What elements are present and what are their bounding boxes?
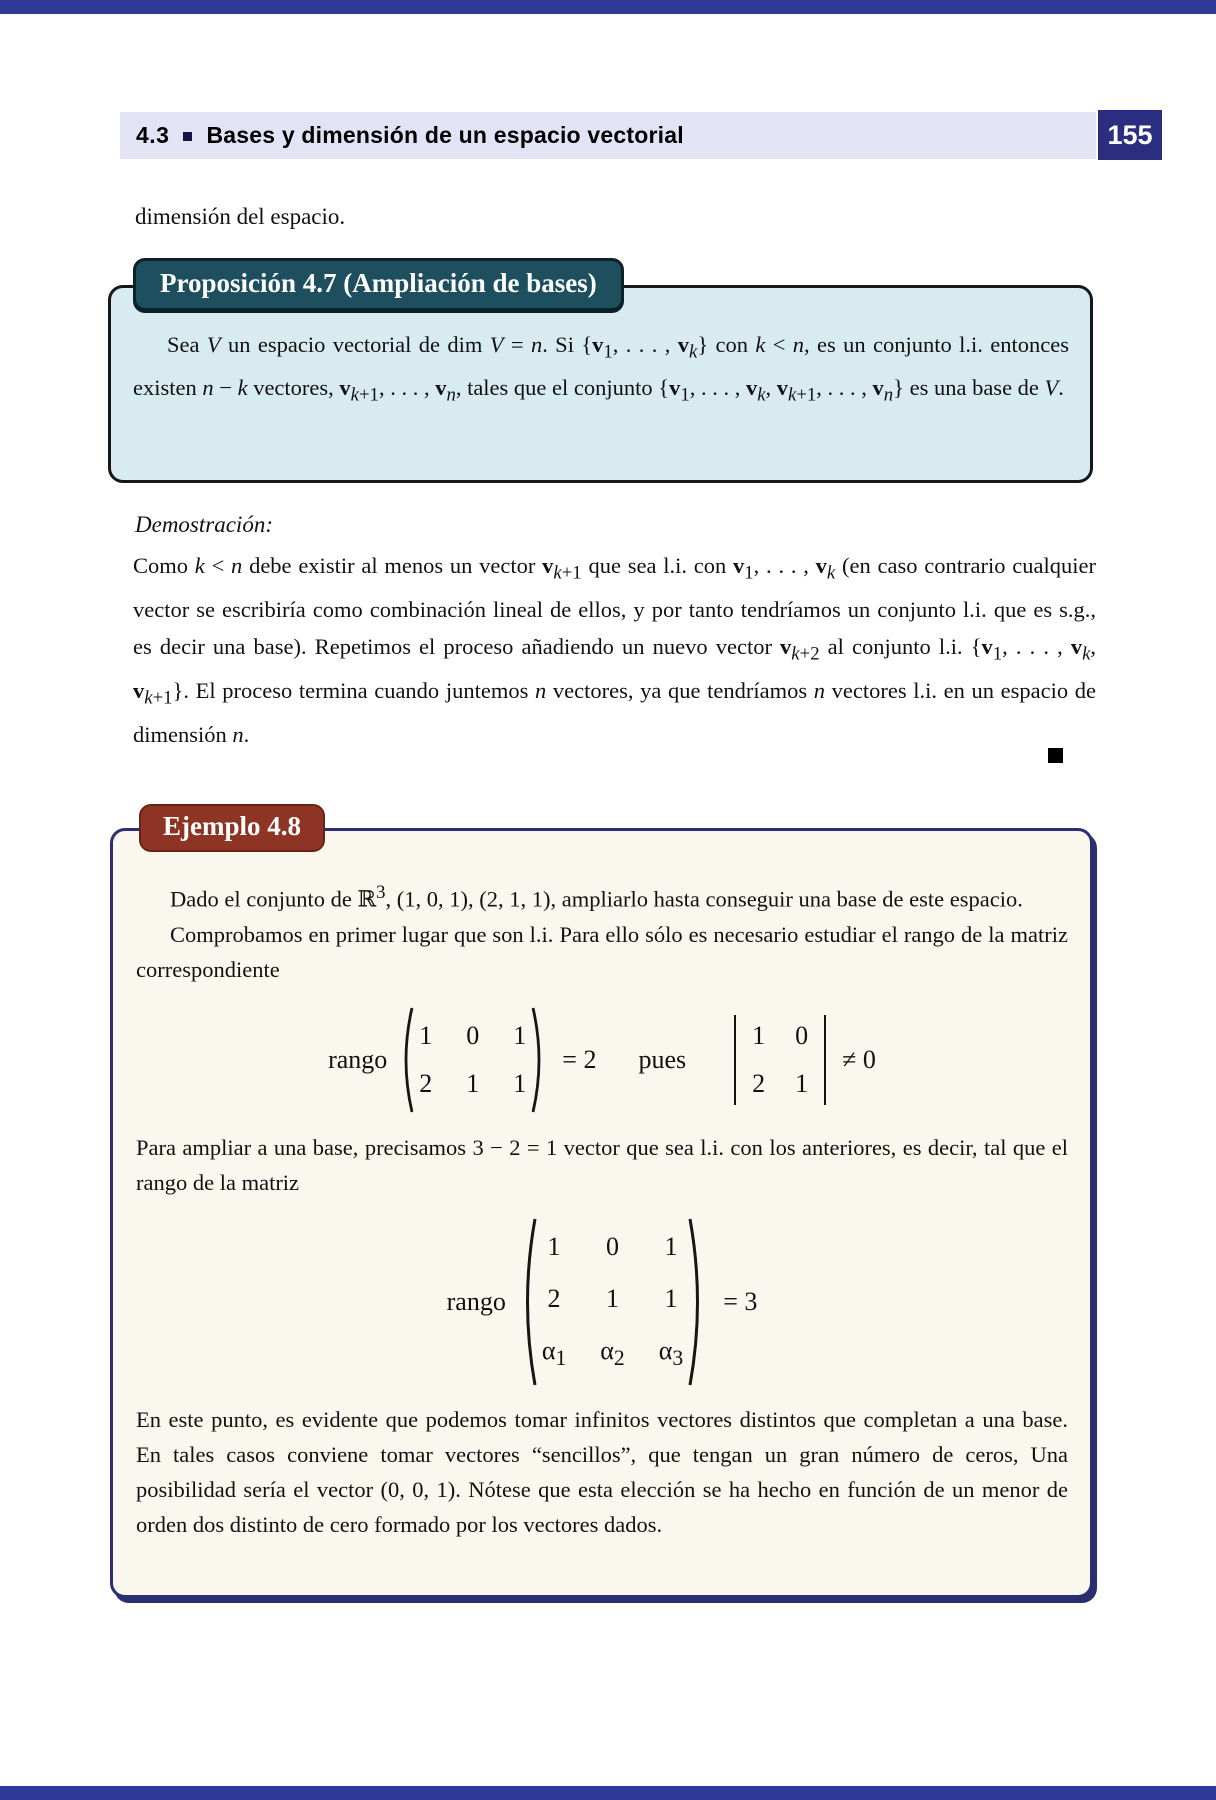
example-paragraph-4: En este punto, es evidente que podemos tomar infinitos vectores distintos que completan a una base. En tales casos conviene tomar vectores “sencillos”, que tengan un gran número de ceros, Una posibilidad sería el vector (0, 0, 1). Nótese que esta elección se ha hecho en función de un menor de orden dos distinto de cero formado por los vectores dados. — [136, 1406, 1068, 1537]
proposition-body: Sea V un espacio vectorial de dim V = n. Si {$v_1$, . . . , $v_k$} con k < n, es un conjunto l.i. entonces existen n − k vectores, $v_{k+1}$, . . . , $v_n$, tales que el conjunto {$v_1$, . . . , $v_k$, $v_{k+1}$, . . . , $v_n$} es una base de V. — [133, 332, 1069, 405]
matrix-3x3: 1 0 1 2 1 1 $\alpha_1$ $\alpha_2$ $\alpha_3$ — [541, 1231, 684, 1371]
example-paragraph-1: Dado el conjunto de ℝ$^3$, (1, 0, 1), (2, 1, 1), ampliarlo hasta conseguir una base de este espacio. — [170, 882, 1023, 912]
proposition-title: Proposición 4.7 (Ampliación de bases) — [133, 258, 624, 311]
rank-operator: rango — [446, 1286, 506, 1316]
top-edge-bar — [0, 0, 1216, 14]
example-box — [110, 828, 1093, 1598]
math-display-rank2 — [136, 1004, 1068, 1116]
section-header — [120, 112, 1096, 159]
rank-operator: rango — [328, 1044, 388, 1074]
section-title: Bases y dimensión de un espacio vectorial — [206, 122, 684, 148]
bottom-edge-bar — [0, 1786, 1216, 1800]
proof-body: Como k < n debe existir al menos un vector $v_{k+1}$ que sea l.i. con $v_1$, . . . , $v_k$ (en caso contrario cualquier vector se escribiría como combinación lineal de ellos, y por tanto tendríamos un conjunto l.i. que es s.g., es decir una base). Repetimos el proceso añadiendo un nuevo vector $v_{k+2}$ al conjunto l.i. {$v_1$, . . . , $v_k$, $v_{k+1}$}. El proceso termina cuando juntemos n vectores, ya que tendríamos n vectores l.i. en un espacio de dimensión n. — [133, 553, 1097, 747]
right-paren-icon — [530, 1004, 548, 1116]
proof-label: Demostración: — [135, 512, 273, 537]
qed-square-icon — [1048, 748, 1063, 763]
determinant-2x2: 1 0 2 1 — [734, 1015, 826, 1105]
matrix-2x3: 1 0 1 2 1 1 — [419, 1020, 527, 1098]
neq-zero: ≠ 0 — [842, 1044, 876, 1074]
intro-text: dimensión del espacio. — [135, 204, 346, 229]
page-number-badge: 155 — [1098, 110, 1162, 160]
left-paren-icon — [397, 1004, 415, 1116]
right-paren-icon — [687, 1214, 709, 1390]
rank-result: = 3 — [723, 1286, 758, 1316]
left-paren-icon — [516, 1214, 538, 1390]
example-paragraph-3: Para ampliar a una base, precisamos 3 − 2 = 1 vector que sea l.i. con los anteriores, es decir, tal que el rango de la matriz — [136, 1134, 1068, 1195]
example-paragraph-2: Comprobamos en primer lugar que son l.i. Para ello sólo es necesario estudiar el rango de la matriz correspondiente — [136, 921, 1068, 982]
math-display-rank3 — [136, 1214, 1068, 1390]
connector-word: pues — [638, 1044, 687, 1074]
section-number: 4.3 — [136, 122, 170, 148]
square-bullet-icon — [183, 132, 192, 141]
example-title: Ejemplo 4.8 — [139, 804, 325, 852]
rank-result: = 2 — [562, 1044, 597, 1074]
